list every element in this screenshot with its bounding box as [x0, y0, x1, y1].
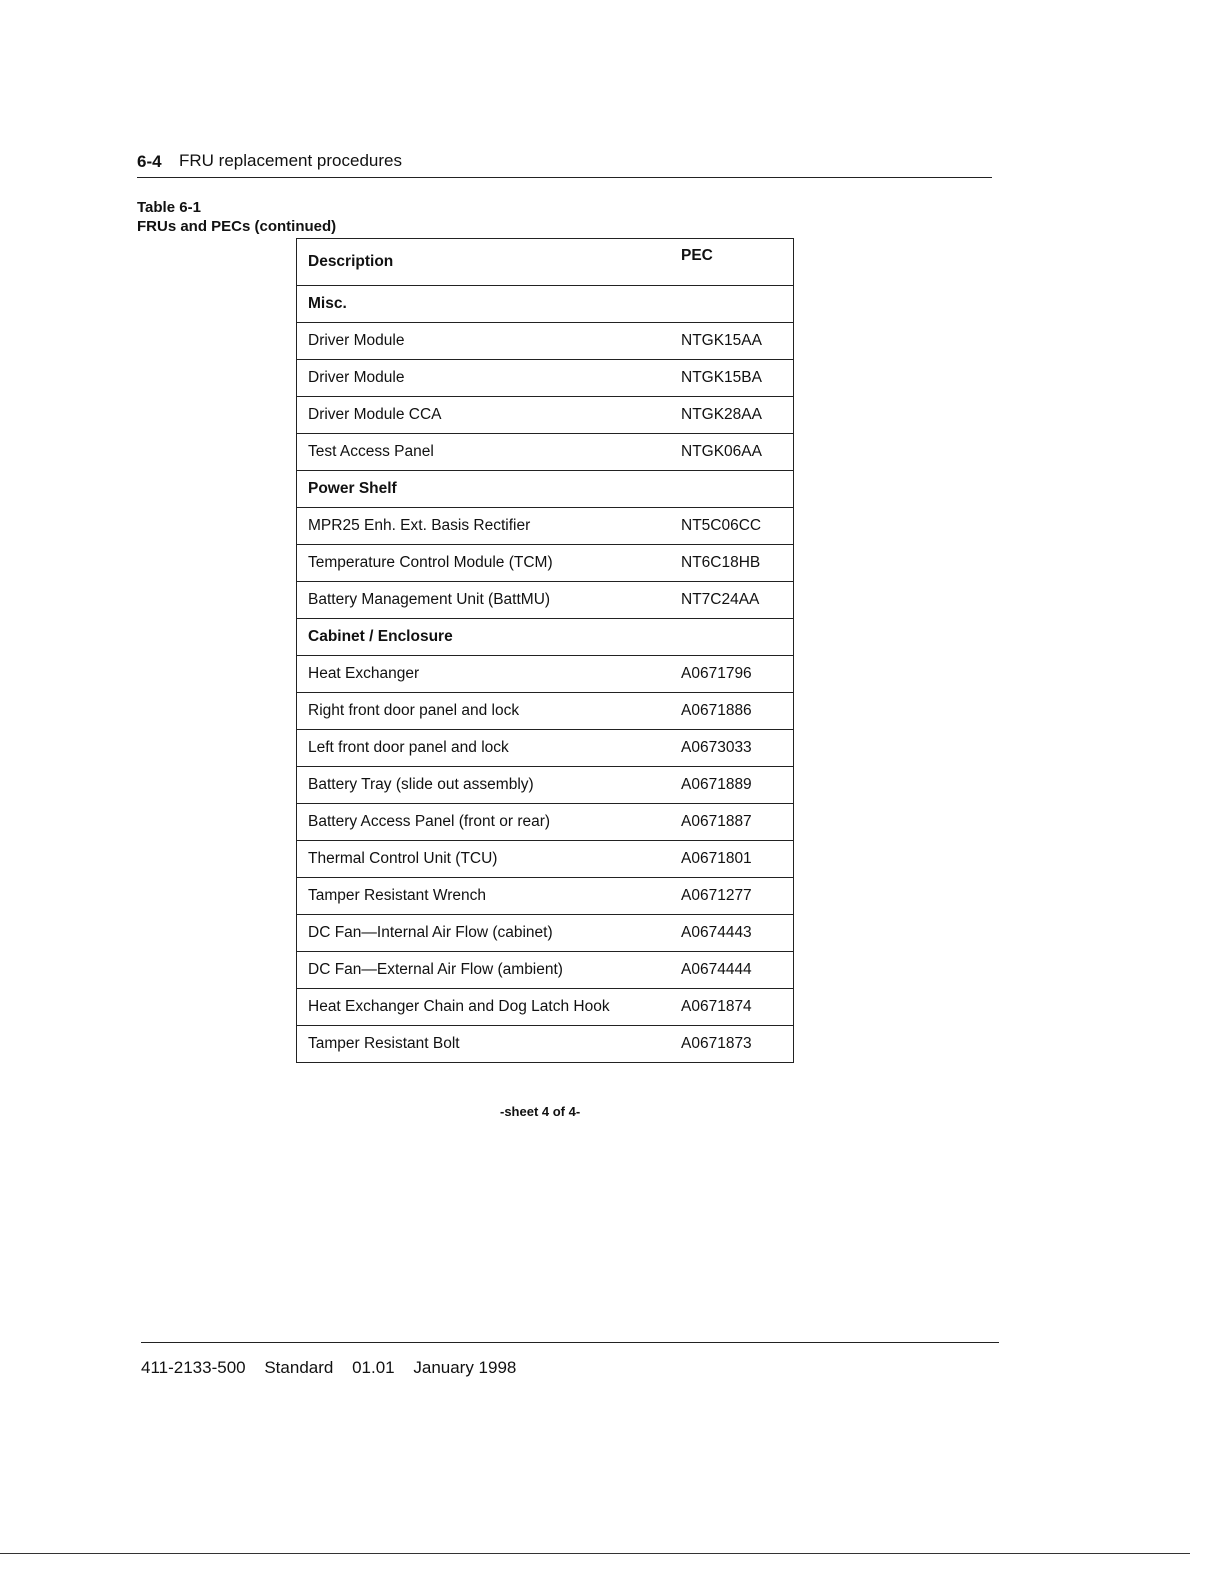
table-row [297, 582, 794, 619]
section-title: FRU replacement procedures [179, 151, 402, 170]
header-rule [137, 177, 992, 178]
row-description: Driver Module [297, 323, 672, 360]
row-description: Driver Module [297, 360, 672, 397]
row-description: MPR25 Enh. Ext. Basis Rectifier [297, 508, 672, 545]
section-heading: Cabinet / Enclosure [297, 619, 672, 656]
row-pec: A0671801 [671, 841, 794, 878]
table-body [297, 286, 794, 1063]
row-description: Battery Management Unit (BattMU) [297, 582, 672, 619]
page-footer [141, 1342, 999, 1377]
row-pec: NTGK15BA [671, 360, 794, 397]
row-description: Tamper Resistant Wrench [297, 878, 672, 915]
row-pec: A0671886 [671, 693, 794, 730]
row-pec: A0674443 [671, 915, 794, 952]
doc-number: 411-2133-500 [141, 1358, 246, 1377]
row-pec: A0671796 [671, 656, 794, 693]
row-pec: NT6C18HB [671, 545, 794, 582]
row-pec: NT5C06CC [671, 508, 794, 545]
section-heading: Power Shelf [297, 471, 672, 508]
table-section-row [297, 471, 794, 508]
row-pec: A0671277 [671, 878, 794, 915]
table-row [297, 508, 794, 545]
table-row [297, 952, 794, 989]
table-row [297, 1026, 794, 1063]
table-section-row [297, 619, 794, 656]
row-pec: A0671874 [671, 989, 794, 1026]
doc-date: January 1998 [413, 1358, 517, 1377]
doc-release: 01.01 [352, 1358, 395, 1377]
row-pec: NTGK28AA [671, 397, 794, 434]
row-pec: A0671889 [671, 767, 794, 804]
table-row [297, 434, 794, 471]
table-row [297, 545, 794, 582]
table-caption [137, 198, 336, 236]
row-description: Thermal Control Unit (TCU) [297, 841, 672, 878]
table-row [297, 989, 794, 1026]
table-row [297, 730, 794, 767]
table-row [297, 323, 794, 360]
doc-status: Standard [264, 1358, 334, 1377]
table-row [297, 693, 794, 730]
row-description: Right front door panel and lock [297, 693, 672, 730]
footer-text [141, 1358, 530, 1378]
column-header-description: Description [297, 239, 672, 286]
table-section-row [297, 286, 794, 323]
row-description: Tamper Resistant Bolt [297, 1026, 672, 1063]
bottom-edge-rule [0, 1553, 1190, 1554]
page-header [137, 150, 992, 180]
row-pec [671, 286, 794, 323]
row-description: Temperature Control Module (TCM) [297, 545, 672, 582]
table-header-row [297, 239, 794, 286]
row-description: Heat Exchanger [297, 656, 672, 693]
section-number: 6-4 [137, 152, 162, 171]
row-description: Battery Tray (slide out assembly) [297, 767, 672, 804]
row-description: Driver Module CCA [297, 397, 672, 434]
section-heading: Misc. [297, 286, 672, 323]
row-pec: A0671873 [671, 1026, 794, 1063]
table-row [297, 841, 794, 878]
row-pec: NTGK06AA [671, 434, 794, 471]
table-row [297, 878, 794, 915]
table-row [297, 804, 794, 841]
column-header-pec: PEC [671, 239, 794, 286]
row-pec: A0671887 [671, 804, 794, 841]
row-description: Left front door panel and lock [297, 730, 672, 767]
row-pec: NT7C24AA [671, 582, 794, 619]
table-row [297, 915, 794, 952]
sheet-note: -sheet 4 of 4- [500, 1104, 581, 1119]
row-pec: A0674444 [671, 952, 794, 989]
row-pec [671, 471, 794, 508]
fru-table [296, 238, 794, 1063]
table-row [297, 656, 794, 693]
table-row [297, 767, 794, 804]
row-description: Test Access Panel [297, 434, 672, 471]
row-description: DC Fan—Internal Air Flow (cabinet) [297, 915, 672, 952]
row-pec [671, 619, 794, 656]
table-row [297, 397, 794, 434]
table-title: FRUs and PECs (continued) [137, 218, 337, 235]
footer-rule [141, 1342, 999, 1343]
row-description: Heat Exchanger Chain and Dog Latch Hook [297, 989, 672, 1026]
row-description: Battery Access Panel (front or rear) [297, 804, 672, 841]
row-description: DC Fan—External Air Flow (ambient) [297, 952, 672, 989]
table-label: Table 6-1 [137, 199, 201, 216]
table-row [297, 360, 794, 397]
row-pec: NTGK15AA [671, 323, 794, 360]
row-pec: A0673033 [671, 730, 794, 767]
